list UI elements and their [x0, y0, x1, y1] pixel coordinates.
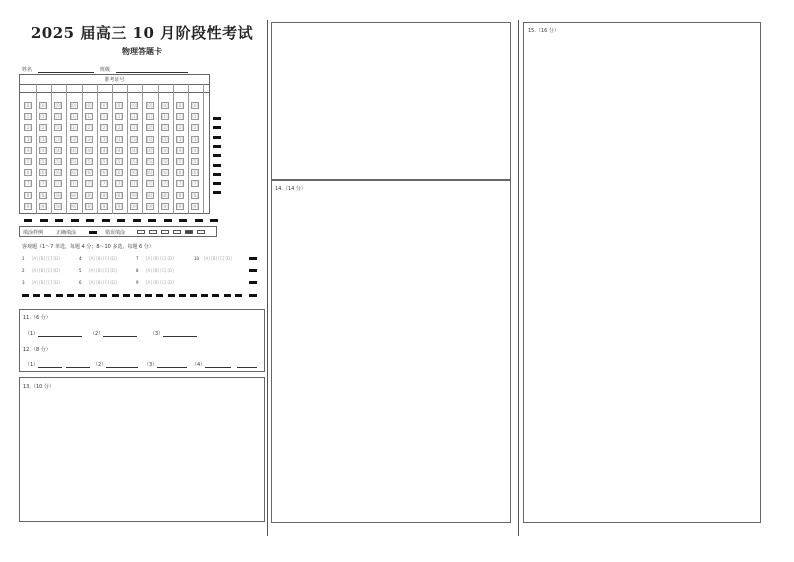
- choice-question-number: 7: [136, 256, 139, 261]
- timing-mark: [148, 219, 156, 222]
- exam-id-bubble[interactable]: [3]: [192, 136, 199, 142]
- exam-id-bubble[interactable]: [3]: [55, 136, 62, 142]
- choice-option-bubbles[interactable]: [A] [B] [C] [D]: [32, 268, 60, 273]
- timing-mark: [212, 294, 219, 297]
- exam-id-bubble[interactable]: [9]: [55, 203, 62, 209]
- exam-id-bubble[interactable]: [4]: [161, 147, 168, 153]
- exam-id-bubble[interactable]: [1]: [131, 114, 138, 120]
- exam-id-bubble[interactable]: [9]: [116, 203, 123, 209]
- timing-mark: [145, 294, 152, 297]
- exam-id-bubble[interactable]: [7]: [146, 181, 153, 187]
- timing-mark: [235, 294, 242, 297]
- exam-id-bubble[interactable]: [3]: [116, 136, 123, 142]
- exam-id-bubble[interactable]: [9]: [40, 203, 47, 209]
- timing-mark: [224, 294, 231, 297]
- choice-option-bubbles[interactable]: [A] [B] [C] [D]: [32, 256, 60, 261]
- exam-id-bubble[interactable]: [4]: [131, 147, 138, 153]
- exam-id-column-divider: [82, 84, 83, 214]
- exam-id-bubble[interactable]: [5]: [55, 159, 62, 164]
- timing-mark: [44, 294, 51, 297]
- exam-id-bubble[interactable]: [2]: [40, 125, 47, 131]
- exam-id-bubble[interactable]: [4]: [25, 147, 31, 153]
- q12-blank-2-label: （2）: [93, 362, 107, 368]
- exam-id-bubble[interactable]: [3]: [177, 136, 183, 142]
- exam-id-bubble[interactable]: [8]: [177, 192, 183, 198]
- exam-id-column-divider: [203, 84, 204, 214]
- exam-id-bubble[interactable]: [7]: [101, 181, 107, 187]
- exam-id-bubble[interactable]: [2]: [161, 125, 168, 131]
- timing-mark: [67, 294, 74, 297]
- exam-id-bubble[interactable]: [0]: [116, 103, 123, 108]
- timing-mark: [213, 117, 221, 120]
- timing-mark: [168, 294, 175, 297]
- exam-id-bubble[interactable]: [6]: [177, 170, 183, 176]
- wrong-fill-sample: [173, 230, 181, 234]
- exam-id-column-divider: [97, 84, 98, 214]
- exam-id-bubble[interactable]: [7]: [40, 181, 47, 187]
- q11-blank-2-line: [103, 330, 137, 337]
- column-divider-1: [267, 20, 268, 536]
- exam-id-bubble[interactable]: [0]: [55, 103, 62, 108]
- exam-id-write-divider: [20, 92, 209, 93]
- fill-example-box: [19, 226, 217, 237]
- exam-id-column-divider: [158, 84, 159, 214]
- timing-mark: [213, 191, 221, 194]
- choice-question-number: 10: [194, 256, 200, 261]
- exam-title: 2025 届高三 10 月阶段性考试: [30, 24, 254, 42]
- answer-sheet-subtitle: 物理答题卡: [122, 47, 162, 56]
- q12-blank-4-line-b: [237, 361, 257, 368]
- exam-id-bubble[interactable]: [8]: [70, 192, 77, 198]
- exam-id-bubble[interactable]: [1]: [101, 114, 107, 120]
- q11-q12-box[interactable]: [19, 309, 265, 372]
- q11-blank-1-label: （1）: [25, 331, 39, 337]
- exam-id-bubble[interactable]: [1]: [116, 114, 123, 120]
- timing-mark: [213, 126, 221, 129]
- timing-mark: [179, 294, 186, 297]
- exam-id-column-divider: [142, 84, 143, 214]
- exam-id-bubble[interactable]: [3]: [131, 136, 138, 142]
- exam-id-bubble[interactable]: [7]: [25, 181, 31, 187]
- exam-id-column-divider: [173, 84, 174, 214]
- q12-blank-2-line: [106, 361, 138, 368]
- timing-mark: [213, 182, 221, 185]
- exam-id-bubble[interactable]: [0]: [70, 103, 77, 108]
- exam-id-bubble[interactable]: [2]: [101, 125, 107, 131]
- timing-mark: [213, 164, 221, 167]
- timing-mark: [249, 257, 257, 260]
- choice-question-number: 1: [22, 256, 25, 261]
- exam-id-bubble[interactable]: [7]: [55, 181, 62, 187]
- timing-mark: [112, 294, 119, 297]
- choice-question-number: 5: [79, 268, 82, 273]
- exam-id-bubble[interactable]: [2]: [146, 125, 153, 131]
- exam-id-label: 准考证号: [104, 77, 125, 83]
- exam-id-bubble[interactable]: [9]: [131, 203, 138, 209]
- q15-label: 15.（16 分）: [528, 28, 559, 34]
- exam-id-bubble[interactable]: [3]: [161, 136, 168, 142]
- exam-id-bubble[interactable]: [8]: [101, 192, 107, 198]
- exam-id-bubble[interactable]: [2]: [70, 125, 77, 131]
- exam-id-bubble[interactable]: [4]: [116, 147, 123, 153]
- column-divider-2: [518, 20, 519, 536]
- wrong-fill-sample: [185, 230, 193, 234]
- exam-id-bubble[interactable]: [1]: [55, 114, 62, 120]
- q12-label: 12.（8 分）: [23, 347, 51, 353]
- choice-question-number: 8: [136, 268, 139, 273]
- exam-id-bubble[interactable]: [0]: [146, 103, 153, 108]
- q12-blank-1-line-b: [66, 361, 90, 368]
- class-underline: [116, 66, 188, 73]
- exam-id-bubble[interactable]: [7]: [131, 181, 138, 187]
- exam-id-bubble[interactable]: [5]: [40, 159, 47, 164]
- exam-id-bubble[interactable]: [4]: [101, 147, 107, 153]
- exam-id-bubble[interactable]: [5]: [25, 159, 31, 164]
- correct-fill-sample: [89, 231, 97, 234]
- exam-id-bubble[interactable]: [0]: [40, 103, 47, 108]
- exam-id-bubble[interactable]: [9]: [25, 203, 31, 209]
- exam-id-bubble[interactable]: [7]: [177, 181, 183, 187]
- q15-answer-box[interactable]: [523, 22, 761, 523]
- exam-id-bubble[interactable]: [9]: [85, 203, 92, 209]
- exam-id-column-divider: [112, 84, 113, 214]
- exam-id-bubble[interactable]: [0]: [131, 103, 138, 108]
- choice-question-number: 4: [79, 256, 82, 261]
- timing-mark: [100, 294, 107, 297]
- q12-blank-3-label: （3）: [144, 362, 158, 368]
- exam-id-bubble[interactable]: [2]: [116, 125, 123, 131]
- exam-id-bubble[interactable]: [5]: [146, 159, 153, 164]
- exam-id-bubble[interactable]: [2]: [25, 125, 31, 131]
- q11-blank-1[interactable]: [25, 330, 82, 337]
- timing-mark: [201, 294, 208, 297]
- exam-id-bubble[interactable]: [0]: [192, 103, 199, 108]
- exam-id-bubble[interactable]: [8]: [146, 192, 153, 198]
- exam-id-column-divider: [127, 84, 128, 214]
- wrong-fill-label: 错误填涂: [105, 230, 126, 236]
- exam-id-bubble[interactable]: [1]: [85, 114, 92, 120]
- exam-id-bubble[interactable]: [5]: [70, 159, 77, 164]
- exam-id-column-divider: [51, 84, 52, 214]
- exam-id-bubble[interactable]: [8]: [192, 192, 199, 198]
- name-label: 姓名: [22, 67, 33, 73]
- exam-id-bubble[interactable]: [7]: [70, 181, 77, 187]
- timing-mark: [33, 294, 40, 297]
- exam-id-column-divider: [66, 84, 67, 214]
- exam-id-bubble[interactable]: [5]: [116, 159, 123, 164]
- choice-option-bubbles[interactable]: [A] [B] [C] [D]: [89, 256, 117, 261]
- timing-mark: [55, 219, 63, 222]
- exam-id-bubble[interactable]: [8]: [25, 192, 31, 198]
- exam-id-bubble[interactable]: [4]: [177, 147, 183, 153]
- exam-id-bubble[interactable]: [1]: [177, 114, 183, 120]
- exam-id-bubble[interactable]: [3]: [146, 136, 153, 142]
- exam-id-bubble[interactable]: [8]: [55, 192, 62, 198]
- q11-blank-2-label: （2）: [90, 331, 104, 337]
- q14-label: 14.（14 分）: [275, 186, 306, 192]
- timing-mark: [117, 219, 125, 222]
- q11-blank-2[interactable]: [90, 330, 137, 337]
- timing-mark: [71, 219, 79, 222]
- timing-mark: [195, 219, 203, 222]
- exam-id-bubble[interactable]: [9]: [192, 203, 199, 209]
- exam-id-column-divider: [36, 84, 37, 214]
- choice-option-bubbles[interactable]: [A] [B] [C] [D]: [204, 256, 232, 261]
- exam-id-bubble[interactable]: [7]: [85, 181, 92, 187]
- q11-blank-3-label: （3）: [150, 331, 164, 337]
- q11-blank-3[interactable]: [150, 330, 197, 337]
- exam-id-column-divider: [188, 84, 189, 214]
- exam-id-bubble[interactable]: [8]: [161, 192, 168, 198]
- exam-id-bubble[interactable]: [6]: [40, 170, 47, 176]
- choice-question-number: 2: [22, 268, 25, 273]
- exam-id-bubble[interactable]: [1]: [192, 114, 199, 120]
- exam-id-bubble[interactable]: [7]: [116, 181, 123, 187]
- q13-answer-box[interactable]: [19, 377, 265, 522]
- exam-id-bubble[interactable]: [0]: [177, 103, 183, 108]
- exam-id-bubble[interactable]: [1]: [161, 114, 168, 120]
- timing-mark: [213, 136, 221, 139]
- exam-id-bubble[interactable]: [7]: [161, 181, 168, 187]
- timing-mark: [22, 294, 29, 297]
- timing-mark: [56, 294, 63, 297]
- timing-mark: [40, 219, 48, 222]
- exam-id-bubble[interactable]: [0]: [101, 103, 107, 108]
- correct-fill-label: 正确填涂: [56, 230, 77, 236]
- timing-mark: [156, 294, 163, 297]
- choice-option-bubbles[interactable]: [A] [B] [C] [D]: [146, 256, 174, 261]
- q13-label: 13.（10 分）: [23, 384, 54, 390]
- q12-blank-3[interactable]: [144, 361, 187, 368]
- exam-id-bubble[interactable]: [1]: [40, 114, 47, 120]
- timing-mark: [86, 219, 94, 222]
- exam-id-bubble[interactable]: [4]: [146, 147, 153, 153]
- exam-id-bubble[interactable]: [6]: [116, 170, 123, 176]
- q14-answer-box[interactable]: [271, 180, 511, 523]
- wrong-fill-sample: [161, 230, 169, 234]
- choice-question-number: 3: [22, 280, 25, 285]
- exam-id-bubble[interactable]: [5]: [192, 159, 199, 164]
- timing-mark: [213, 145, 221, 148]
- choice-option-bubbles[interactable]: [A] [B] [C] [D]: [146, 268, 174, 273]
- exam-id-bubble[interactable]: [7]: [192, 181, 199, 187]
- timing-mark: [123, 294, 130, 297]
- timing-mark: [179, 219, 187, 222]
- timing-mark: [78, 294, 85, 297]
- q12-blank-2[interactable]: [93, 361, 138, 368]
- exam-id-bubble[interactable]: [5]: [85, 159, 92, 164]
- q12-blank-4-label: （4）: [192, 362, 206, 368]
- q11-label: 11.（6 分）: [23, 315, 51, 321]
- exam-id-bubble[interactable]: [0]: [85, 103, 92, 108]
- q12-blank-1-line-a: [38, 361, 62, 368]
- timing-mark: [134, 294, 141, 297]
- exam-id-bubble[interactable]: [3]: [85, 136, 92, 142]
- exam-id-bubble[interactable]: [6]: [55, 170, 62, 176]
- choice-section-label: 客观题（1～7 单选，每题 4 分；8～10 多选，每题 6 分）: [22, 244, 154, 250]
- q11-blank-1-line: [38, 330, 82, 337]
- exam-id-bubble[interactable]: [3]: [25, 136, 31, 142]
- exam-id-bubble[interactable]: [8]: [40, 192, 47, 198]
- timing-mark: [213, 154, 221, 157]
- exam-id-bubble[interactable]: [1]: [70, 114, 77, 120]
- exam-id-bubble[interactable]: [5]: [177, 159, 183, 164]
- exam-id-bubble[interactable]: [8]: [131, 192, 138, 198]
- q12-blank-3-line: [157, 361, 187, 368]
- exam-id-bubble[interactable]: [2]: [131, 125, 138, 131]
- exam-id-bubble[interactable]: [5]: [131, 159, 138, 164]
- exam-id-bubble[interactable]: [6]: [192, 170, 199, 176]
- exam-id-bubble[interactable]: [4]: [85, 147, 92, 153]
- exam-id-bubble[interactable]: [4]: [40, 147, 47, 153]
- timing-mark: [190, 294, 197, 297]
- exam-id-bubble[interactable]: [6]: [161, 170, 168, 176]
- class-field[interactable]: [100, 66, 188, 73]
- timing-mark: [213, 173, 221, 176]
- timing-mark: [24, 219, 32, 222]
- exam-id-bubble[interactable]: [0]: [161, 103, 168, 108]
- exam-id-bubble[interactable]: [1]: [146, 114, 153, 120]
- class-label: 班级: [100, 67, 111, 73]
- wrong-fill-sample: [197, 230, 205, 234]
- exam-id-bubble[interactable]: [6]: [25, 170, 31, 176]
- exam-id-bubble[interactable]: [5]: [161, 159, 168, 164]
- exam-id-bubble[interactable]: [3]: [101, 136, 107, 142]
- exam-id-bubble[interactable]: [8]: [116, 192, 123, 198]
- exam-id-bubble[interactable]: [6]: [146, 170, 153, 176]
- timing-mark: [102, 219, 110, 222]
- timing-mark: [249, 269, 257, 272]
- exam-id-bubble[interactable]: [4]: [192, 147, 199, 153]
- exam-id-bubble[interactable]: [9]: [161, 203, 168, 209]
- choice-question-number: 6: [79, 280, 82, 285]
- exam-id-bubble[interactable]: [6]: [131, 170, 138, 176]
- exam-id-bubble[interactable]: [2]: [85, 125, 92, 131]
- q12-blank-1[interactable]: [25, 361, 90, 368]
- exam-id-bubble[interactable]: [0]: [25, 103, 31, 108]
- exam-id-bubble[interactable]: [6]: [101, 170, 107, 176]
- choice-question-number: 9: [136, 280, 139, 285]
- exam-id-bubble[interactable]: [4]: [70, 147, 77, 153]
- q12-blank-1-label: （1）: [25, 362, 39, 368]
- exam-id-header-divider: [20, 84, 209, 85]
- choice-option-bubbles[interactable]: [A] [B] [C] [D]: [89, 268, 117, 273]
- timing-mark: [249, 281, 257, 284]
- exam-id-bubble[interactable]: [6]: [70, 170, 77, 176]
- exam-id-box: [19, 74, 210, 214]
- name-field[interactable]: [22, 66, 94, 73]
- exam-id-bubble[interactable]: [6]: [85, 170, 92, 176]
- choice-option-bubbles[interactable]: [A] [B] [C] [D]: [89, 280, 117, 285]
- wrong-fill-sample: [137, 230, 145, 234]
- timing-mark: [249, 294, 257, 297]
- fill-example-label: 填涂样例: [23, 230, 44, 236]
- exam-id-bubble[interactable]: [1]: [25, 114, 31, 120]
- exam-id-bubble[interactable]: [2]: [55, 125, 62, 131]
- exam-id-bubble[interactable]: [5]: [101, 159, 107, 164]
- exam-id-bubble[interactable]: [9]: [70, 203, 77, 209]
- q12-blank-4-line-a: [205, 361, 231, 368]
- exam-id-bubble[interactable]: [3]: [40, 136, 47, 142]
- name-underline: [38, 66, 94, 73]
- exam-id-bubble[interactable]: [8]: [85, 192, 92, 198]
- exam-id-bubble[interactable]: [9]: [146, 203, 153, 209]
- exam-id-bubble[interactable]: [3]: [70, 136, 77, 142]
- exam-id-bubble[interactable]: [2]: [177, 125, 183, 131]
- q13-continued-box[interactable]: [271, 22, 511, 180]
- q11-blank-3-line: [163, 330, 197, 337]
- exam-id-bubble[interactable]: [9]: [101, 203, 107, 209]
- exam-id-bubble[interactable]: [9]: [177, 203, 183, 209]
- timing-mark: [210, 219, 218, 222]
- exam-id-bubble[interactable]: [4]: [55, 147, 62, 153]
- exam-id-bubble[interactable]: [2]: [192, 125, 199, 131]
- timing-mark: [133, 219, 141, 222]
- q12-blank-4[interactable]: [192, 361, 257, 368]
- timing-mark: [164, 219, 172, 222]
- choice-option-bubbles[interactable]: [A] [B] [C] [D]: [146, 280, 174, 285]
- timing-mark: [89, 294, 96, 297]
- wrong-fill-sample: [149, 230, 157, 234]
- choice-option-bubbles[interactable]: [A] [B] [C] [D]: [32, 280, 60, 285]
